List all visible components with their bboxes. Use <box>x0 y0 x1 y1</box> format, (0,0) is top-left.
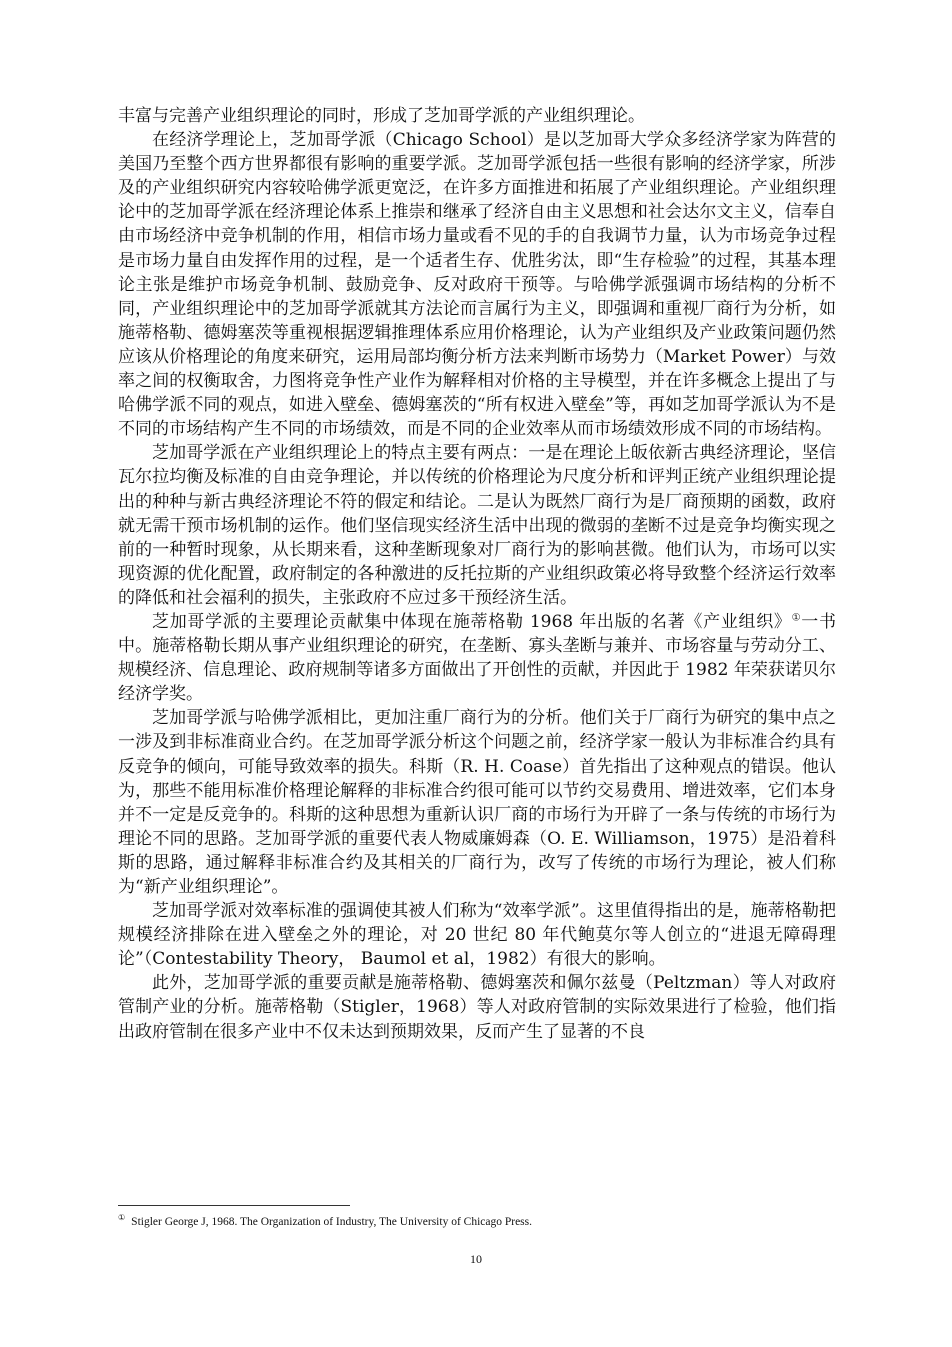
footnote-mark: ① <box>118 1213 126 1223</box>
paragraph-3: 芝加哥学派在产业组织理论上的特点主要有两点：一是在理论上皈依新古典经济理论，坚信瓦尔拉均衡及标准的自由竞争理论，并以传统的价格理论为尺度分析和评判正统产业组织理论提出的种种与新古典经济理论不符的假定和结论。二是认为既然厂商行为是厂商预期的函数，政府就无需干预市场机制的运作。他们坚信现实经济生活中出现的微弱的垄断不过是竞争均衡实现之前的一种暂时现象，从长期来看，这种垄断现象对厂商行为的影响甚微。他们认为，市场可以实现资源的优化配置，政府制定的各种激进的反托拉斯的产业组织政策必将导致整个经济运行效率的降低和社会福利的损失，主张政府不应过多干预经济生活。 <box>118 443 836 608</box>
footnote-reference[interactable]: ① <box>791 612 802 624</box>
page-body <box>118 104 836 1044</box>
paragraph-5: 芝加哥学派与哈佛学派相比，更加注重厂商行为的分析。他们关于厂商行为研究的集中点之一涉及到非标准商业合约。在芝加哥学派分析这个问题之前，经济学家一般认为非标准合约具有反竞争的倾向，可能导致效率的损失。科斯（R. H. Coase）首先指出了这种观点的错误。他认为，那些不能用标准价格理论解释的非标准合约很可能可以节约交易费用、增进效率，它们本身并不一定是反竞争的。科斯的这种思想为重新认识厂商的市场行为开辟了一条与传统的市场行为理论不同的思路。芝加哥学派的重要代表人物威廉姆森（O. E. Williamson，1975）是沿着科斯的思路，通过解释非标准合约及其相关的厂商行为，改写了传统的市场行为理论，被人们称为“新产业组织理论”。 <box>118 708 836 897</box>
page-number: 10 <box>470 1252 482 1266</box>
paragraph-4 <box>118 610 836 706</box>
paragraph-6: 芝加哥学派对效率标准的强调使其被人们称为“效率学派”。这里值得指出的是，施蒂格勒把规模经济排除在进入壁垒之外的理论，对 20 世纪 80 年代鲍莫尔等人创立的“进退无障碍理论”（Contestability Theory， Baumol et al，1982）有很大的影响。 <box>118 901 836 970</box>
paragraph-4-part-a: 芝加哥学派的主要理论贡献集中体现在施蒂格勒 1968 年出版的名著《产业组织》 <box>152 611 792 632</box>
paragraph-7: 此外，芝加哥学派的重要贡献是施蒂格勒、德姆塞茨和佩尔兹曼（Peltzman）等人对政府管制产业的分析。施蒂格勒（Stigler，1968）等人对政府管制的实际效果进行了检验，他们指出政府管制在很多产业中不仅未达到预期效果，反而产生了显著的不良 <box>118 973 836 1042</box>
paragraph-4-part-b: 一书中。施蒂格勒长期从事产业组织理论的研究，在垄断、寡头垄断与兼并、市场容量与劳动分工、规模经济、信息理论、政府规制等诸多方面做出了开创性的贡献，并因此于 1982 年荣获诺贝尔经济学奖。 <box>118 611 836 705</box>
footnote-divider <box>118 1205 350 1206</box>
paragraph-2: 在经济学理论上，芝加哥学派（Chicago School）是以芝加哥大学众多经济学家为阵营的美国乃至整个西方世界都很有影响的重要学派。芝加哥学派包括一些很有影响的经济学家，所涉及的产业组织研究内容较哈佛学派更宽泛，在许多方面推进和拓展了产业组织理论。产业组织理论中的芝加哥学派在经济理论体系上推崇和继承了经济自由主义思想和社会达尔文主义，信奉自由市场经济中竞争机制的作用，相信市场力量或看不见的手的自我调节力量，认为市场竞争过程是市场力量自由发挥作用的过程，是一个适者生存、优胜劣汰，即“生存检验”的过程，其基本理论主张是维护市场竞争机制、鼓励竞争、反对政府干预等。与哈佛学派强调市场结构的分析不同，产业组织理论中的芝加哥学派就其方法论而言属行为主义，即强调和重视厂商行为分析，如施蒂格勒、德姆塞茨等重视根据逻辑推理体系应用价格理论，认为产业组织及产业政策问题仍然应该从价格理论的角度来研究，运用局部均衡分析方法来判断市场势力（Market Power）与效率之间的权衡取舍，力图将竞争性产业作为解释相对价格的主导模型，并在许多概念上提出了与哈佛学派不同的观点，如进入壁垒、德姆塞茨的“所有权进入壁垒”等，再如芝加哥学派认为不是不同的市场结构产生不同的市场绩效，而是不同的企业效率从而市场绩效形成不同的市场结构。 <box>118 130 836 440</box>
footnote-text: Stigler George J, 1968. The Organization of Industry, The University of Chicago Press. <box>131 1216 533 1228</box>
footnote <box>118 1214 836 1230</box>
paragraph-1: 丰富与完善产业组织理论的同时，形成了芝加哥学派的产业组织理论。 <box>118 106 645 126</box>
